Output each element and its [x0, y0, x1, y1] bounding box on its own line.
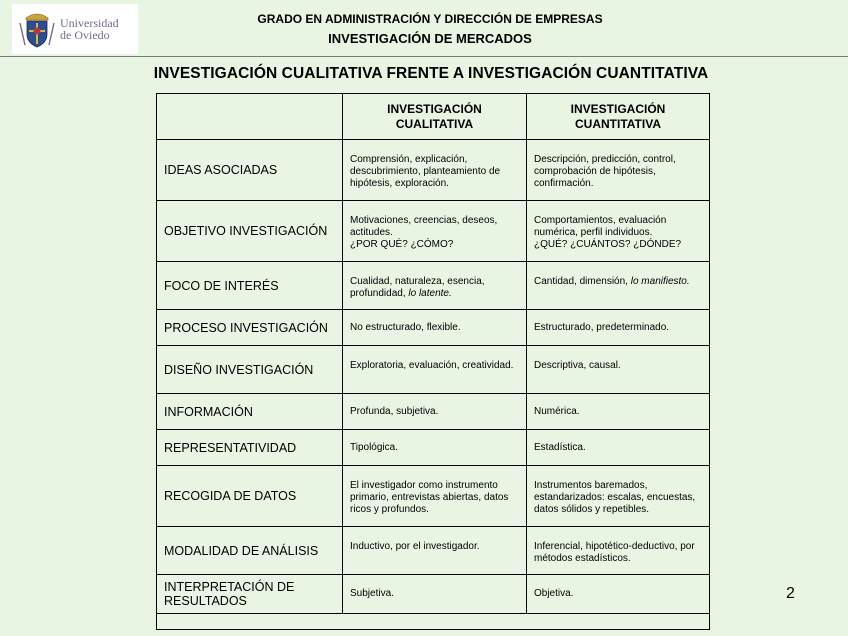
quantitative-emphasis: lo manifiesto.	[630, 276, 690, 287]
table-row	[157, 201, 710, 262]
quantitative-question: ¿QUÉ? ¿CUÁNTOS? ¿DÓNDE?	[534, 239, 682, 250]
qualitative-text: Cualidad, naturaleza, esencia, profundidad,	[350, 276, 485, 299]
header-qualitative-line2: CUALITATIVA	[395, 116, 474, 131]
qualitative-question: ¿POR QUÉ? ¿CÓMO?	[350, 239, 454, 250]
qualitative-cell	[343, 201, 527, 262]
header-quantitative-line2: CUANTITATIVA	[575, 116, 661, 131]
row-label: OBJETIVO INVESTIGACIÓN	[157, 201, 343, 262]
quantitative-cell	[527, 201, 710, 262]
degree-title: GRADO EN ADMINISTRACIÓN Y DIRECCIÓN DE EMPRESAS	[257, 12, 603, 26]
qualitative-cell: Inductivo, por el investigador.	[343, 527, 527, 575]
table-row	[157, 262, 710, 310]
footer-empty-cell	[157, 614, 710, 630]
header-empty-cell	[157, 94, 343, 140]
qualitative-cell: Subjetiva.	[343, 575, 527, 614]
header-quantitative	[527, 94, 710, 140]
qualitative-cell: El investigador como instrumento primario, entrevistas abiertas, datos ricos y profundos.	[343, 466, 527, 527]
qualitative-text: Motivaciones, creencias, deseos, actitudes.	[350, 215, 498, 238]
page-number: 2	[786, 585, 795, 602]
qualitative-cell: Comprensión, explicación, descubrimiento, planteamiento de hipótesis, exploración.	[343, 140, 527, 201]
qualitative-emphasis: lo latente.	[408, 288, 452, 299]
qualitative-cell	[343, 262, 527, 310]
row-label: IDEAS ASOCIADAS	[157, 140, 343, 201]
quantitative-cell: Objetiva.	[527, 575, 710, 614]
table-footer-row	[157, 614, 710, 630]
header-qualitative	[343, 94, 527, 140]
header-qualitative-line1: INVESTIGACIÓN	[387, 101, 482, 116]
slide-title: INVESTIGACIÓN CUALITATIVA FRENTE A INVESTIGACIÓN CUANTITATIVA	[153, 65, 709, 82]
table-row	[157, 394, 710, 430]
qualitative-cell: Profunda, subjetiva.	[343, 394, 527, 430]
header-quantitative-line1: INVESTIGACIÓN	[570, 101, 666, 116]
quantitative-cell: Estadística.	[527, 430, 710, 466]
table-row	[157, 346, 710, 394]
row-label: FOCO DE INTERÉS	[157, 262, 343, 310]
quantitative-cell: Estructurado, predeterminado.	[527, 310, 710, 346]
quantitative-cell: Numérica.	[527, 394, 710, 430]
quantitative-cell: Inferencial, hipotético-deductivo, por métodos estadísticos.	[527, 527, 710, 575]
quantitative-cell: Descriptiva, causal.	[527, 346, 710, 394]
university-name-line2: de Oviedo	[60, 28, 110, 42]
quantitative-cell	[527, 262, 710, 310]
table-row	[157, 575, 710, 614]
quantitative-text: Cantidad, dimensión,	[534, 276, 631, 287]
table-row	[157, 430, 710, 466]
table-row	[157, 466, 710, 527]
row-label: INFORMACIÓN	[157, 394, 343, 430]
coat-of-arms-icon	[18, 9, 56, 49]
row-label: INTERPRETACIÓN DE RESULTADOS	[157, 575, 343, 614]
row-label: DISEÑO INVESTIGACIÓN	[157, 346, 343, 394]
table-header-row	[157, 94, 710, 140]
table-row	[157, 140, 710, 201]
qualitative-cell: Tipológica.	[343, 430, 527, 466]
qualitative-cell: No estructurado, flexible.	[343, 310, 527, 346]
table-row	[157, 527, 710, 575]
table-row	[157, 310, 710, 346]
comparison-table	[156, 93, 710, 630]
course-title: INVESTIGACIÓN DE MERCADOS	[328, 31, 532, 46]
row-label: REPRESENTATIVIDAD	[157, 430, 343, 466]
quantitative-cell: Instrumentos baremados, estandarizados: escalas, encuestas, datos sólidos y repetibles.	[527, 466, 710, 527]
university-name-line1: Universidad	[60, 16, 119, 30]
quantitative-cell: Descripción, predicción, control, comprobación de hipótesis, confirmación.	[527, 140, 710, 201]
row-label: MODALIDAD DE ANÁLISIS	[157, 527, 343, 575]
university-logo	[12, 4, 138, 54]
header-divider	[0, 56, 848, 57]
qualitative-cell: Exploratoria, evaluación, creatividad.	[343, 346, 527, 394]
row-label: RECOGIDA DE DATOS	[157, 466, 343, 527]
quantitative-text: Comportamientos, evaluación numérica, perfil individuos.	[534, 215, 667, 238]
row-label: PROCESO INVESTIGACIÓN	[157, 310, 343, 346]
university-name	[60, 17, 119, 41]
